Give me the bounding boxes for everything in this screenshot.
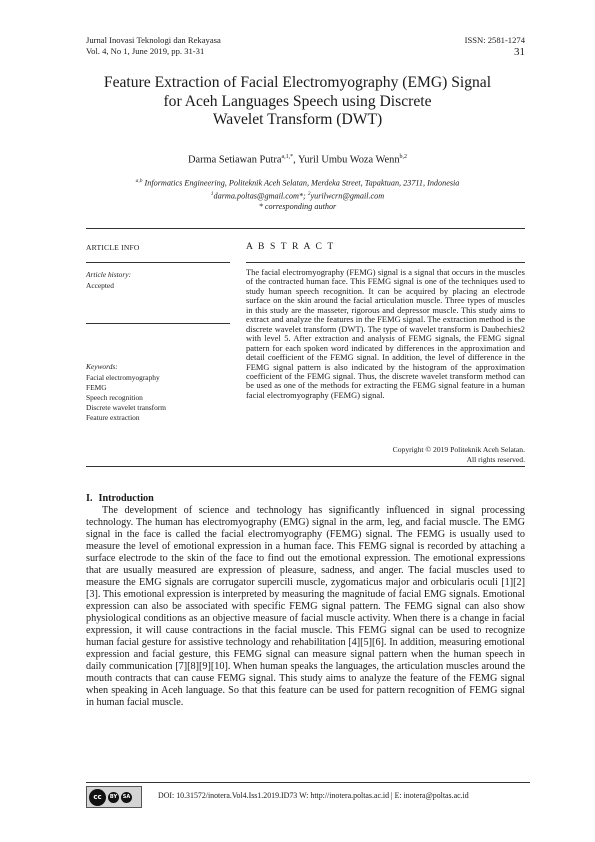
author-name: Darma Setiawan Putra — [187, 154, 282, 166]
footer-rule — [86, 782, 530, 783]
running-header-left — [86, 35, 221, 57]
divider-rule — [86, 262, 230, 263]
author-separator: , — [293, 154, 298, 166]
by-icon: BY — [108, 792, 119, 803]
journal-name: Jurnal Inovasi Teknologi dan Rekayasa — [86, 35, 221, 45]
keyword: Discrete wavelet transform — [86, 403, 167, 412]
divider-rule — [86, 466, 525, 467]
keyword: FEMG — [86, 383, 107, 392]
section-heading — [86, 493, 154, 504]
keywords-list — [86, 373, 166, 423]
article-history-item: Accepted — [86, 281, 114, 290]
title-line: for Aceh Languages Speech using Discrete — [163, 92, 432, 110]
abstract-text: The facial electromyography (FEMG) signal is a signal that occurs in the muscles of the contracted human face. This FEMG signal is one of the techniques used to study human speech recognition. It can be acquired by placing an electrode surface on the skin around the facial articulation muscle. Three types of muscles in this study are the masseter, rigorous and depressor muscle. This study aims to extract and analyze the features in the FEMG signal. The extraction method is the discrete wavelet transform (DWT). The type of wavelet transform is Daubechies2 with level 5. After extraction and analysis of FEMG signals, the FEMG signal pattern for each spoken word indicated by differences in the approximation and detail coefficient of the FEMG signal. In addition, the level of difference in the FEMG signal pattern is also indicated by the histogram of the approximation coefficient of the FEMG signal. Thus, the discrete wavelet transform method can be used as one of the methods for extracting the FEMG signal feature in a human facial electromyography (FEMG) signal. — [246, 268, 525, 400]
email-line: $^1$darma.poltas@gmail.com*; $^2$yurilwcrn@gmail.com — [210, 191, 385, 201]
sa-icon: SA — [121, 792, 132, 803]
abstract-label: A B S T R A C T — [246, 241, 335, 252]
keywords-label: Keywords: — [86, 362, 118, 371]
divider-rule — [246, 262, 525, 263]
affiliations — [60, 176, 535, 212]
title-line: Wavelet Transform (DWT) — [212, 111, 383, 128]
footer-doi-links[interactable]: DOI: 10.31572/inotera.Vol4.Iss1.2019.ID73 W: http://inotera.poltas.ac.id | E: inotera@poltas.ac.id — [158, 791, 469, 800]
affiliation-line: $^{a,b}$ Informatics Engineering, Politeknik Aceh Selatan, Merdeka Street, Tapaktuan, 23711, Indonesia — [135, 178, 460, 188]
keyword: Speech recognition — [86, 393, 143, 402]
page-footer — [86, 786, 530, 812]
author-affiliation-mark: b,2 — [399, 154, 408, 160]
email-link[interactable]: darma.poltas@gmail.com*; — [213, 191, 308, 201]
copyright-notice: Copyright © 2019 Politeknik Aceh Selatan. All rights reserved. — [392, 445, 525, 464]
author-name: Yuril Umbu Woza Wenn — [297, 154, 400, 166]
volume-info: Vol. 4, No 1, June 2019, pp. 31-31 — [86, 46, 205, 56]
divider-rule — [86, 323, 230, 324]
author-affiliation-mark: a,1,* — [281, 154, 294, 160]
section-number: I. — [86, 493, 93, 504]
author-list — [60, 154, 535, 165]
introduction-paragraph: The development of science and technology has significantly influenced in signal processing technology. The human has electromyography (EMG) signal in the arm, leg, and facial muscle. The EMG signal in the face is called the facial electromyography (FEMG) signal. The FEMG is usually used to measure the level of emotional expression in a human face. This FEMG signal is recorded by attaching a surface electrode to the skin of the face to find out the emotional expression. The emotional expressions that are usually measured are expression of pleasure, sadness, and anger. The facial muscles used to measure the EMG signals are corrugator supercili muscle, zygomaticus major and orbicularis oculi [1][2][3]. This emotional expression is interpreted by measuring the magnitude of facial EMG signals. Emotional expression can also be associated with specific FEMG signal pattern. The FEMG signal can also show physiological conditions as an objective measure of facial muscle activity. When there is a change in facial expression, it will cause contractions in the facial muscle. This FEMG signal can be used to recognize human facial gesture for assistive technology and rehabilitation [4][5][6]. In addition, measuring emotional expression and facial gesture, this FEMG signal can measure signal pattern when the human speech in daily communication [7][8][9][10]. When human speaks the languages, the articulation muscles around the mouth contracts that can cause FEMG signal. This study aims to analyze the feature of the FEMG signal when speaking in Aceh language. So that this feature can be used for pattern recognition of FEMG signal in human facial muscle. — [86, 505, 525, 709]
corresponding-author-note: * corresponding author — [258, 202, 337, 212]
article-history-label: Article history: — [86, 270, 131, 279]
article-info-label: ARTICLE INFO — [86, 243, 140, 252]
section-title: Introduction — [98, 493, 154, 504]
divider-rule — [86, 228, 525, 229]
issn: ISSN: 2581-1274 — [464, 35, 525, 45]
keyword: Facial electromyography — [86, 373, 160, 382]
email-link[interactable]: yurilwcrn@gmail.com — [310, 191, 385, 201]
paper-title — [60, 74, 535, 130]
title-line: Feature Extraction of Facial Electromyography (EMG) Signal — [103, 74, 492, 91]
running-header-right — [465, 35, 525, 59]
cc-icon: cc — [89, 789, 106, 806]
creative-commons-license-icon[interactable] — [86, 786, 142, 808]
page-number: 31 — [514, 46, 525, 58]
keyword: Feature extraction — [86, 413, 140, 422]
